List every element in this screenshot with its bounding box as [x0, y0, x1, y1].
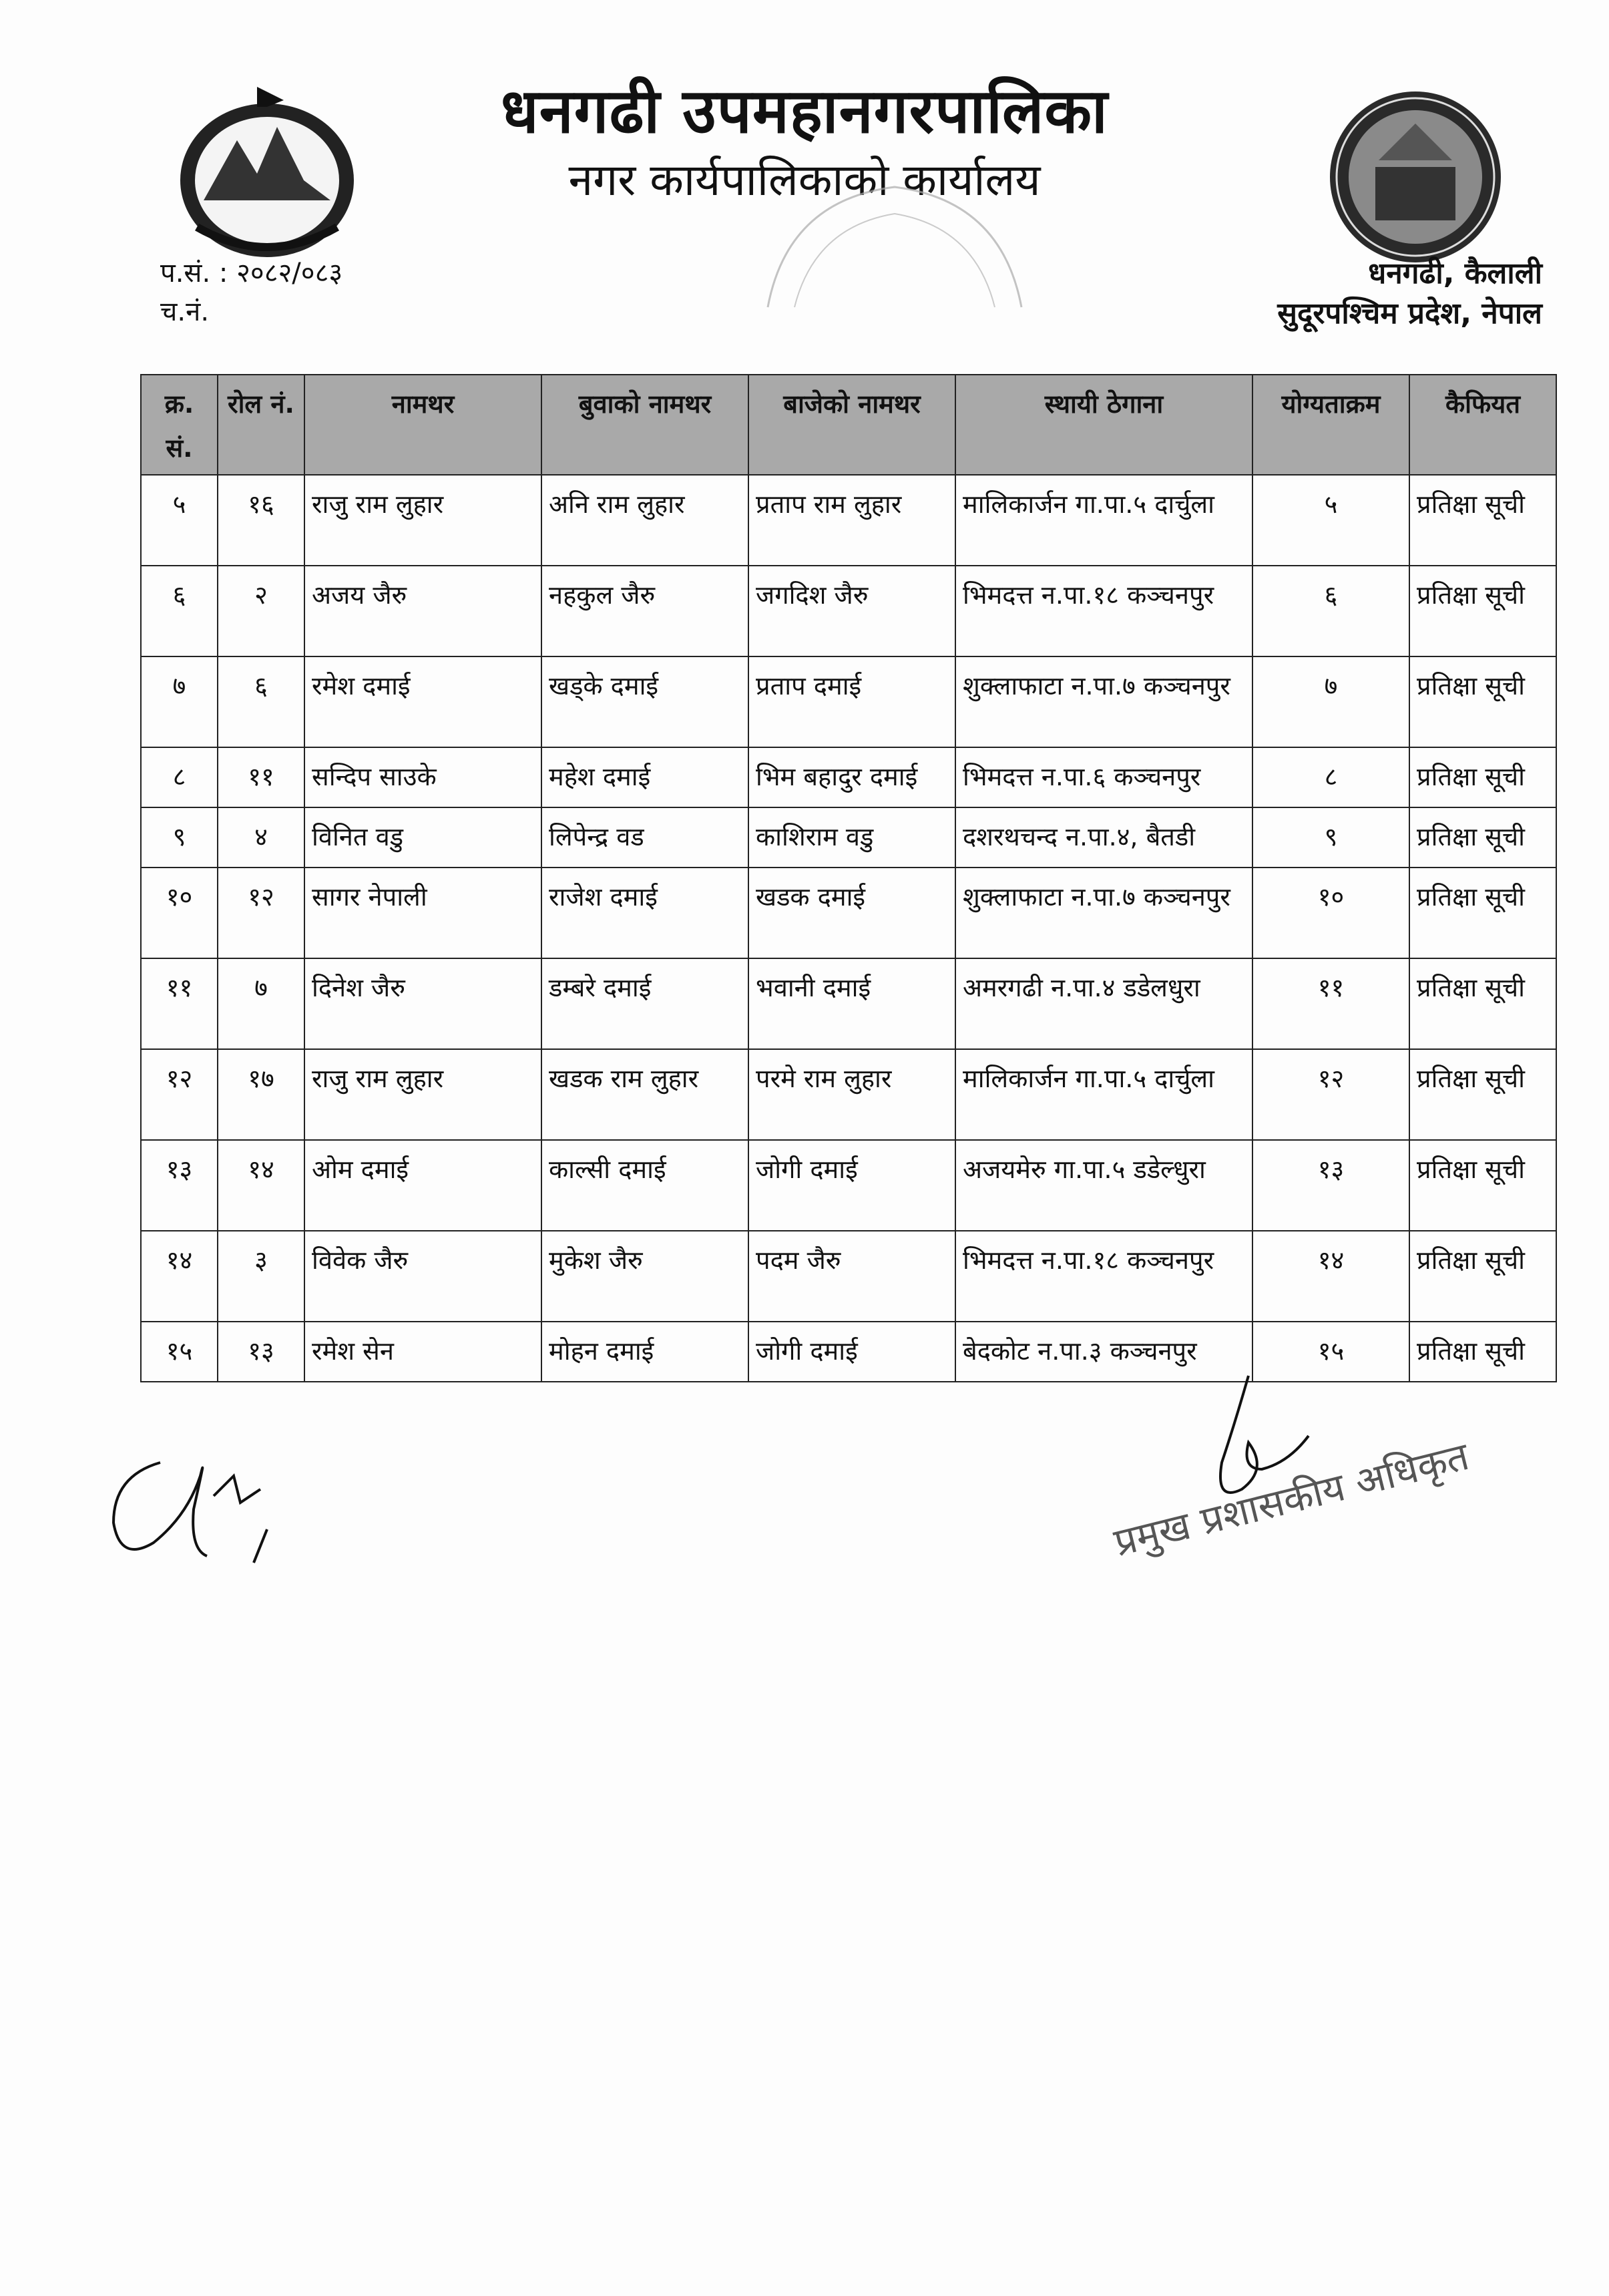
cell-address: बेदकोट न.पा.३ कञ्चनपुर: [955, 1322, 1252, 1382]
cell-roll: १३: [218, 1322, 304, 1382]
cell-grandfather: भवानी दमाई: [748, 958, 955, 1049]
cell-serial: १३: [141, 1140, 218, 1231]
col-header-merit: योग्यताक्रम: [1252, 375, 1409, 475]
col-header-remarks: कैफियत: [1409, 375, 1556, 475]
address-line-1: धनगढी, कैलाली: [1368, 256, 1542, 291]
cell-grandfather: भिम बहादुर दमाई: [748, 747, 955, 807]
cell-address: अजयमेरु गा.पा.५ डडेल्धुरा: [955, 1140, 1252, 1231]
cell-roll: १६: [218, 475, 304, 566]
cell-serial: ६: [141, 566, 218, 656]
col-header-roll: रोल नं.: [218, 375, 304, 475]
cell-grandfather: पदम जैरु: [748, 1231, 955, 1322]
cell-remarks: प्रतिक्षा सूची: [1409, 807, 1556, 868]
cell-father: लिपेन्द्र वड: [541, 807, 748, 868]
col-header-address: स्थायी ठेगाना: [955, 375, 1252, 475]
cell-name: राजु राम लुहार: [304, 475, 541, 566]
government-emblem-icon: [170, 80, 364, 267]
cell-address: भिमदत्त न.पा.६ कञ्चनपुर: [955, 747, 1252, 807]
cell-father: काल्सी दमाई: [541, 1140, 748, 1231]
cell-merit: ७: [1252, 656, 1409, 747]
cell-name: दिनेश जैरु: [304, 958, 541, 1049]
table-row: [141, 656, 1556, 747]
cell-merit: १३: [1252, 1140, 1409, 1231]
cell-serial: १२: [141, 1049, 218, 1140]
cell-address: मालिकार्जन गा.पा.५ दार्चुला: [955, 475, 1252, 566]
cell-grandfather: जोगी दमाई: [748, 1140, 955, 1231]
cell-roll: ७: [218, 958, 304, 1049]
cell-remarks: प्रतिक्षा सूची: [1409, 958, 1556, 1049]
cell-father: मुकेश जैरु: [541, 1231, 748, 1322]
cell-grandfather: परमे राम लुहार: [748, 1049, 955, 1140]
cell-father: खड्के दमाई: [541, 656, 748, 747]
cell-roll: ३: [218, 1231, 304, 1322]
cell-name: रमेश दमाई: [304, 656, 541, 747]
left-signature: [100, 1436, 300, 1583]
col-header-name: नामथर: [304, 375, 541, 475]
cell-serial: १५: [141, 1322, 218, 1382]
cell-serial: ९: [141, 807, 218, 868]
cell-father: महेश दमाई: [541, 747, 748, 807]
cell-remarks: प्रतिक्षा सूची: [1409, 566, 1556, 656]
table-row: [141, 807, 1556, 868]
municipality-logo-icon: [1325, 87, 1506, 267]
cell-name: अजय जैरु: [304, 566, 541, 656]
cell-remarks: प्रतिक्षा सूची: [1409, 747, 1556, 807]
cell-father: राजेश दमाई: [541, 868, 748, 958]
cell-serial: १४: [141, 1231, 218, 1322]
cell-grandfather: काशिराम वडु: [748, 807, 955, 868]
cell-address: भिमदत्त न.पा.१८ कञ्चनपुर: [955, 1231, 1252, 1322]
cell-merit: १२: [1252, 1049, 1409, 1140]
cell-address: अमरगढी न.पा.४ डडेलधुरा: [955, 958, 1252, 1049]
cell-remarks: प्रतिक्षा सूची: [1409, 868, 1556, 958]
cell-roll: १४: [218, 1140, 304, 1231]
cell-merit: १४: [1252, 1231, 1409, 1322]
table-row: [141, 1140, 1556, 1231]
cell-remarks: प्रतिक्षा सूची: [1409, 475, 1556, 566]
signatory-title: प्रमुख प्रशासकीय अधिकृत: [1109, 1433, 1473, 1565]
cell-merit: ८: [1252, 747, 1409, 807]
table-row: [141, 958, 1556, 1049]
cell-serial: ८: [141, 747, 218, 807]
cell-roll: ६: [218, 656, 304, 747]
result-table: [140, 374, 1557, 1382]
col-header-father: बुवाको नामथर: [541, 375, 748, 475]
cell-merit: ११: [1252, 958, 1409, 1049]
cell-father: नहकुल जैरु: [541, 566, 748, 656]
table-row: [141, 566, 1556, 656]
cell-grandfather: जोगी दमाई: [748, 1322, 955, 1382]
address-line-2: सुदूरपश्चिम प्रदेश, नेपाल: [1277, 297, 1542, 331]
office-stamp: [748, 174, 1042, 341]
table-row: [141, 1049, 1556, 1140]
col-header-grandfather: बाजेको नामथर: [748, 375, 955, 475]
cell-address: भिमदत्त न.पा.१८ कञ्चनपुर: [955, 566, 1252, 656]
cell-father: मोहन दमाई: [541, 1322, 748, 1382]
cell-roll: ११: [218, 747, 304, 807]
cell-address: शुक्लाफाटा न.पा.७ कञ्चनपुर: [955, 656, 1252, 747]
cell-roll: ४: [218, 807, 304, 868]
table-row: [141, 868, 1556, 958]
cell-address: मालिकार्जन गा.पा.५ दार्चुला: [955, 1049, 1252, 1140]
table-row: [141, 747, 1556, 807]
table-header-row: [141, 375, 1556, 475]
col-header-serial: क्र. सं.: [141, 375, 218, 475]
cell-merit: ९: [1252, 807, 1409, 868]
cell-roll: १२: [218, 868, 304, 958]
cell-name: विवेक जैरु: [304, 1231, 541, 1322]
cell-serial: ५: [141, 475, 218, 566]
table-row: [141, 1322, 1556, 1382]
cell-serial: १०: [141, 868, 218, 958]
cell-grandfather: जगदिश जैरु: [748, 566, 955, 656]
cell-merit: १०: [1252, 868, 1409, 958]
cell-name: विनित वडु: [304, 807, 541, 868]
page-title: धनगढी उपमहानगरपालिका: [501, 75, 1108, 147]
reference-number: प.सं. : २०८२/०८३: [160, 258, 343, 289]
cell-remarks: प्रतिक्षा सूची: [1409, 1322, 1556, 1382]
cell-remarks: प्रतिक्षा सूची: [1409, 656, 1556, 747]
cell-serial: ७: [141, 656, 218, 747]
cell-roll: २: [218, 566, 304, 656]
cell-name: सागर नेपाली: [304, 868, 541, 958]
cell-address: शुक्लाफाटा न.पा.७ कञ्चनपुर: [955, 868, 1252, 958]
cell-remarks: प्रतिक्षा सूची: [1409, 1231, 1556, 1322]
cell-remarks: प्रतिक्षा सूची: [1409, 1049, 1556, 1140]
cell-grandfather: प्रताप राम लुहार: [748, 475, 955, 566]
dispatch-number: च.नं.: [160, 297, 210, 327]
cell-remarks: प्रतिक्षा सूची: [1409, 1140, 1556, 1231]
cell-name: ओम दमाई: [304, 1140, 541, 1231]
cell-name: सन्दिप साउके: [304, 747, 541, 807]
cell-merit: ६: [1252, 566, 1409, 656]
cell-merit: ५: [1252, 475, 1409, 566]
cell-address: दशरथचन्द न.पा.४, बैतडी: [955, 807, 1252, 868]
table-row: [141, 1231, 1556, 1322]
cell-father: डम्बरे दमाई: [541, 958, 748, 1049]
cell-merit: १५: [1252, 1322, 1409, 1382]
cell-father: अनि राम लुहार: [541, 475, 748, 566]
cell-name: राजु राम लुहार: [304, 1049, 541, 1140]
cell-serial: ११: [141, 958, 218, 1049]
cell-grandfather: खडक दमाई: [748, 868, 955, 958]
cell-grandfather: प्रताप दमाई: [748, 656, 955, 747]
table-row: [141, 475, 1556, 566]
cell-name: रमेश सेन: [304, 1322, 541, 1382]
cell-roll: १७: [218, 1049, 304, 1140]
office-subtitle: नगर कार्यपालिकाको कार्यालय: [568, 154, 1041, 206]
cell-father: खडक राम लुहार: [541, 1049, 748, 1140]
